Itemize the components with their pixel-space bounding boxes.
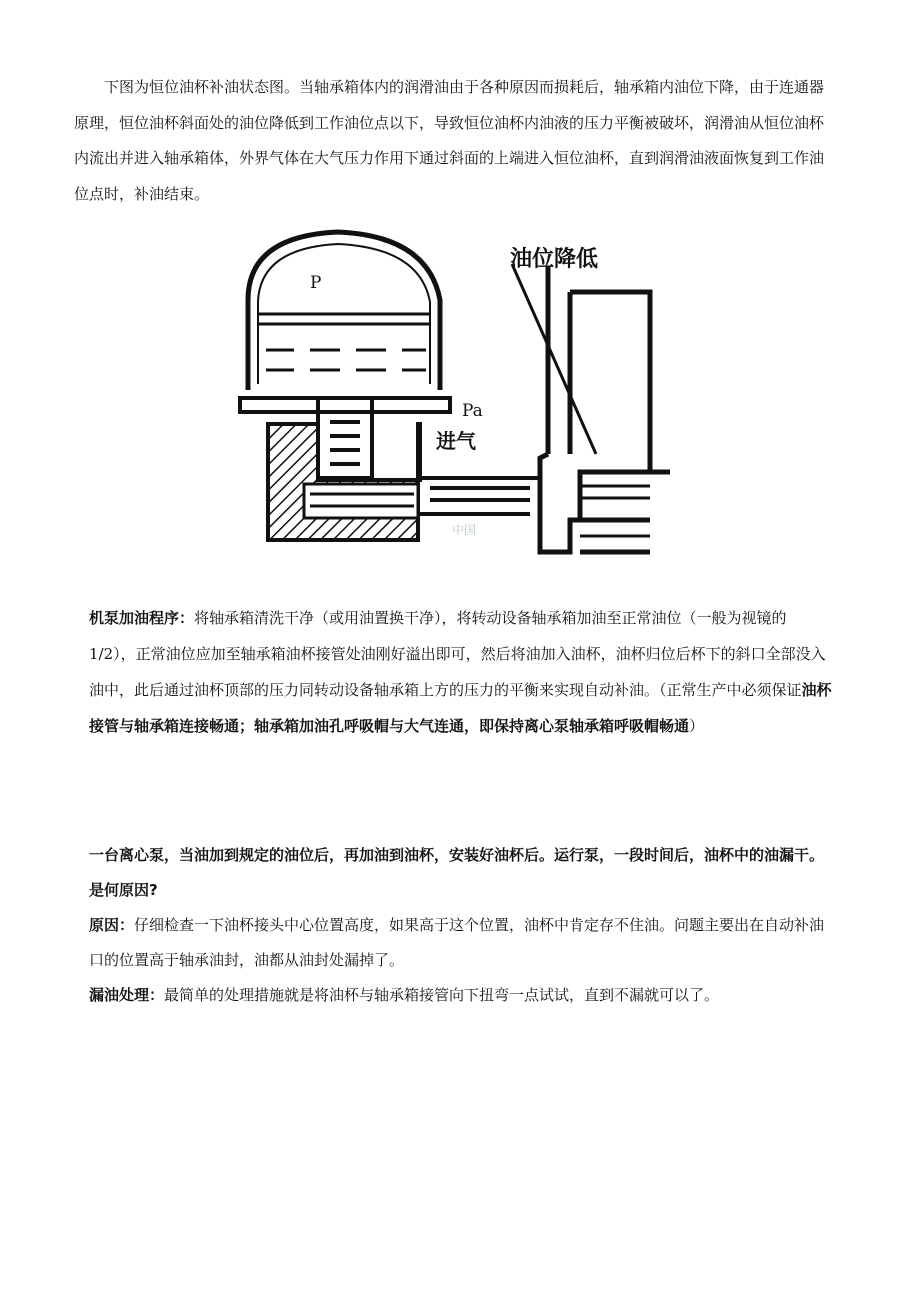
- leak-cause-text: 仔细检查一下油杯接头中心位置高度，如果高于这个位置，油杯中肯定存不住油。问题主要出在自动补油口的位置高于轴承油封，油都从油封处漏掉了。: [89, 916, 825, 969]
- watermark-text: 中国: [452, 523, 477, 537]
- fill-procedure-heading: 机泵加油程序：: [89, 609, 195, 627]
- leak-fix-label: 漏油处理：: [89, 986, 165, 1004]
- oil-cup-diagram: [230, 222, 670, 567]
- label-p: P: [310, 273, 322, 293]
- leak-cause-label: 原因：: [89, 916, 135, 934]
- label-intake: 进气: [436, 429, 476, 453]
- fill-procedure-text: 将轴承箱清洗干净（或用油置换干净），将转动设备轴承箱加油至正常油位（一般为视镜的 1/2），正常油位应加至轴承箱油杯接管处油刚好溢出即可，然后将油加入油杯，油杯归位后杯下的斜口全部没入油中，此后通过油杯顶部的压力同转动设备轴承箱上方的压力的平衡来实现自动补油。（正常生产中必须保证: [89, 609, 826, 699]
- cup-body-hatched: [268, 424, 420, 540]
- leak-section: [89, 838, 834, 1013]
- label-pa: Pa: [462, 401, 483, 421]
- leak-fix: [89, 978, 834, 1013]
- cup-dome-outline: [248, 232, 440, 390]
- fill-procedure-close: ）: [689, 717, 705, 735]
- fill-procedure-emphasis: 油杯接管与轴承箱连接畅通；轴承箱加油孔呼吸帽与大气连通，即保持离心泵轴承箱呼吸帽畅通: [89, 681, 832, 735]
- leak-fix-text: 最简单的处理措施就是将油杯与轴承箱接管向下扭弯一点试试，直到不漏就可以了。: [164, 986, 720, 1004]
- fill-procedure-paragraph: [89, 600, 834, 744]
- leak-question: 一台离心泵，当油加到规定的油位后，再加油到油杯，安装好油杯后。运行泵，一段时间后，油杯中的油漏干。是何原因?: [89, 846, 825, 899]
- leak-cause: [89, 908, 834, 978]
- intro-paragraph: 下图为恒位油杯补油状态图。当轴承箱体内的润滑油由于各种原因而损耗后，轴承箱内油位下降，由于连通器原理，恒位油杯斜面处的油位降低到工作油位点以下，导致恒位油杯内油液的压力平衡被破坏，润滑油从恒位油杯内流出并进入轴承箱体，外界气体在大气压力作用下通过斜面的上端进入恒位油杯，直到润滑油液面恢复到工作油位点时，补油结束。: [74, 78, 825, 203]
- cup-base-plate: [240, 398, 450, 412]
- label-level-drop: 油位降低: [510, 247, 599, 272]
